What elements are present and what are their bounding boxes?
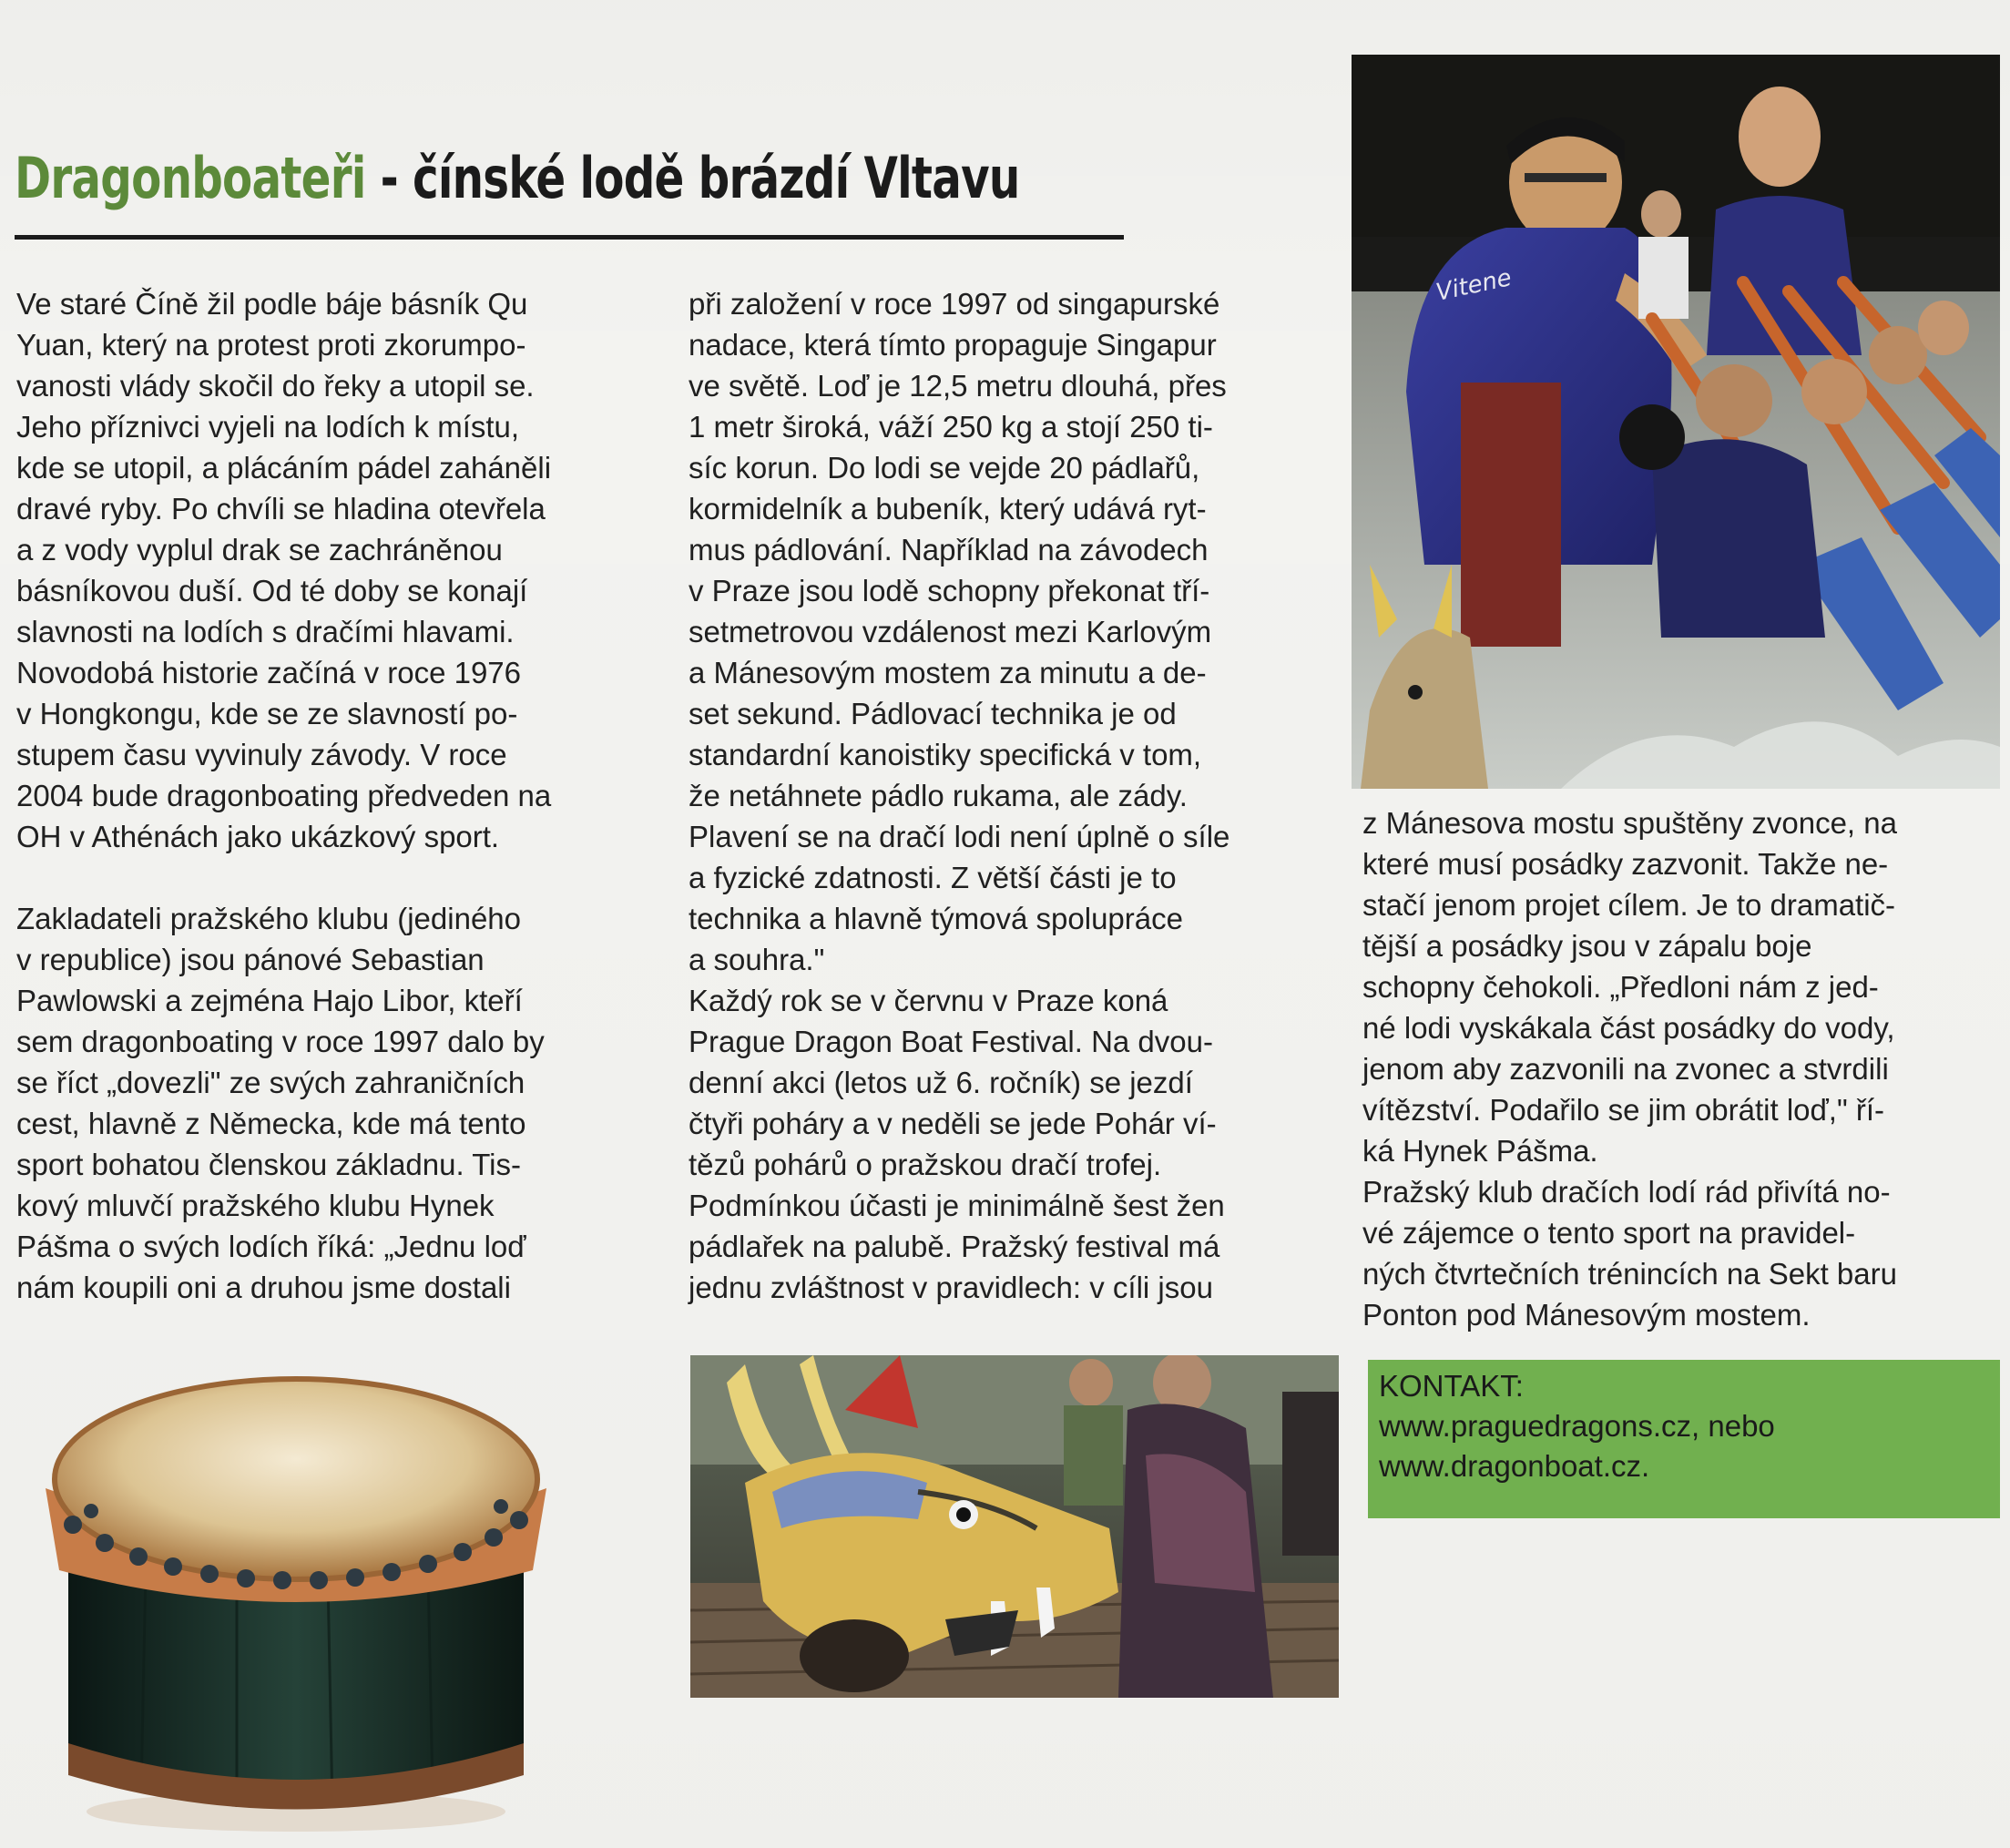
col3-line: které musí posádky zazvonit. Takže ne- — [1362, 847, 1889, 881]
dragon-boat-rowers-photo — [1352, 55, 2000, 789]
col2-line: Plavení se na dračí lodi není úplně o síle — [689, 820, 1230, 853]
col2-line: a souhra." — [689, 943, 825, 976]
col1-line: dravé ryby. Po chvíli se hladina otevřela — [16, 492, 546, 526]
col1b-line: Pawlowski a zejména Hajo Libor, kteří — [16, 984, 523, 1017]
col1b-line: sem dragonboating v roce 1997 dalo by — [16, 1025, 545, 1058]
col1b-line: nám koupili oni a druhou jsme dostali — [16, 1271, 511, 1304]
col1-line: OH v Athénách jako ukázkový sport. — [16, 820, 500, 853]
col1-line: básníkovou duší. Od té doby se konají — [16, 574, 528, 607]
col1-line: Novodobá historie začíná v roce 1976 — [16, 656, 522, 689]
col2-line: tězů pohárů o pražskou dračí trofej. — [689, 1148, 1162, 1181]
col3-line: tější a posádky jsou v zápalu boje — [1362, 929, 1812, 963]
col2-line: při založení v roce 1997 od singapurské — [689, 287, 1220, 321]
col2-line: setmetrovou vzdálenost mezi Karlovým — [689, 615, 1212, 648]
col3-line: né lodi vyskákala část posádky do vody, — [1362, 1011, 1895, 1045]
article-headline — [15, 144, 1019, 213]
col1b-line: cest, hlavně z Německa, kde má tento — [16, 1107, 526, 1140]
col3-line: jenom aby zazvonili na zvonec a stvrdili — [1362, 1052, 1889, 1086]
text-column-3 — [1362, 802, 2000, 1335]
col2-line: a Mánesovým mostem za minutu a de- — [689, 656, 1207, 689]
col1-line: Ve staré Číně žil podle báje básník Qu — [16, 287, 528, 321]
dragon-head-dock-photo — [690, 1355, 1339, 1698]
contact-link-dragonboat[interactable]: www.dragonboat.cz. — [1379, 1449, 1650, 1483]
col1-line: kde se utopil, a plácáním pádel zaháněli — [16, 451, 552, 485]
col2-line: jednu zvláštnost v pravidlech: v cíli jsou — [689, 1271, 1213, 1304]
col3-line: schopny čehokoli. „Předloni nám z jed- — [1362, 970, 1879, 1004]
col3-line: vítězství. Podařilo se jim obrátit loď," ří- — [1362, 1093, 1885, 1127]
shirt-logo-text: Vitene — [1434, 264, 1515, 307]
col3-line: Ponton pod Mánesovým mostem. — [1362, 1298, 1811, 1332]
col1-line: v Hongkongu, kde se ze slavností po- — [16, 697, 518, 730]
col2-line: že netáhnete pádlo rukama, ale zády. — [689, 779, 1188, 812]
col1-line: vanosti vlády skočil do řeky a utopil se. — [16, 369, 535, 403]
col1-line: Jeho příznivci vyjeli na lodích k místu, — [16, 410, 520, 444]
col2-line: technika a hlavně týmová spolupráce — [689, 902, 1183, 935]
chinese-drum-photo — [36, 1361, 556, 1834]
col2-line: pádlařek na palubě. Pražský festival má — [689, 1230, 1220, 1263]
col2-line: Každý rok se v červnu v Praze koná — [689, 984, 1168, 1017]
col2-line: čtyři poháry a v neděli se jede Pohár ví- — [689, 1107, 1217, 1140]
paragraph-founders — [16, 898, 654, 1308]
col1-line: slavnosti na lodích s dračími hlavami. — [16, 615, 515, 648]
col2-line: a fyzické zdatnosti. Z větší části je to — [689, 861, 1177, 894]
contact-link-praguedragons[interactable]: www.praguedragons.cz, nebo — [1379, 1409, 1775, 1443]
col1b-line: v republice) jsou pánové Sebastian — [16, 943, 485, 976]
text-column-1 — [16, 283, 654, 1308]
col2-line: v Praze jsou lodě schopny překonat tří- — [689, 574, 1210, 607]
col2-line: síc korun. Do lodi se vejde 20 pádlařů, — [689, 451, 1200, 485]
col2-line: denní akci (letos už 6. ročník) se jezdí — [689, 1066, 1193, 1099]
headline-underline — [15, 235, 1124, 240]
col1b-line: Zakladateli pražského klubu (jediného — [16, 902, 522, 935]
col1-line: Yuan, který na protest proti zkorumpo- — [16, 328, 526, 362]
col1b-line: sport bohatou členskou základnu. Tis- — [16, 1148, 521, 1181]
col3-line: Pražský klub dračích lodí rád přivítá no- — [1362, 1175, 1891, 1209]
col1-line: 2004 bude dragonboating předveden na — [16, 779, 552, 812]
col2-line: Podmínkou účasti je minimálně šest žen — [689, 1189, 1225, 1222]
col1b-line: kový mluvčí pražského klubu Hynek — [16, 1189, 495, 1222]
contact-box — [1368, 1360, 2000, 1518]
col2-line: set sekund. Pádlovací technika je od — [689, 697, 1177, 730]
headline-dark-part: - čínské lodě brázdí Vltavu — [365, 145, 1020, 211]
contact-heading: KONTAKT: — [1379, 1369, 1524, 1403]
paragraph-intro — [16, 283, 654, 857]
col2-line: ve světě. Loď je 12,5 metru dlouhá, přes — [689, 369, 1227, 403]
col2-line: standardní kanoistiky specifická v tom, — [689, 738, 1202, 771]
col2-line: Prague Dragon Boat Festival. Na dvou- — [689, 1025, 1213, 1058]
col3-line: vé zájemce o tento sport na pravidel- — [1362, 1216, 1856, 1250]
col1-line: a z vody vyplul drak se zachráněnou — [16, 533, 503, 567]
col3-line: ká Hynek Pášma. — [1362, 1134, 1598, 1168]
col1b-line: se říct „dovezli" ze svých zahraničních — [16, 1066, 525, 1099]
headline-green-part: Dragonboateři — [15, 145, 366, 211]
col1-line: stupem času vyvinuly závody. V roce — [16, 738, 507, 771]
col2-line: 1 metr široká, váží 250 kg a stojí 250 ti- — [689, 410, 1213, 444]
col2-line: kormidelník a bubeník, který udává ryt- — [689, 492, 1207, 526]
col3-line: stačí jenom projet cílem. Je to dramatič- — [1362, 888, 1896, 922]
col3-line: ných čtvrtečních trénincích na Sekt baru — [1362, 1257, 1897, 1291]
text-column-2 — [689, 283, 1326, 1308]
col1b-line: Pášma o svých lodích říká: „Jednu loď — [16, 1230, 526, 1263]
col2-line: mus pádlování. Například na závodech — [689, 533, 1209, 567]
col3-line: z Mánesova mostu spuštěny zvonce, na — [1362, 806, 1897, 840]
col2-line: nadace, která tímto propaguje Singapur — [689, 328, 1217, 362]
